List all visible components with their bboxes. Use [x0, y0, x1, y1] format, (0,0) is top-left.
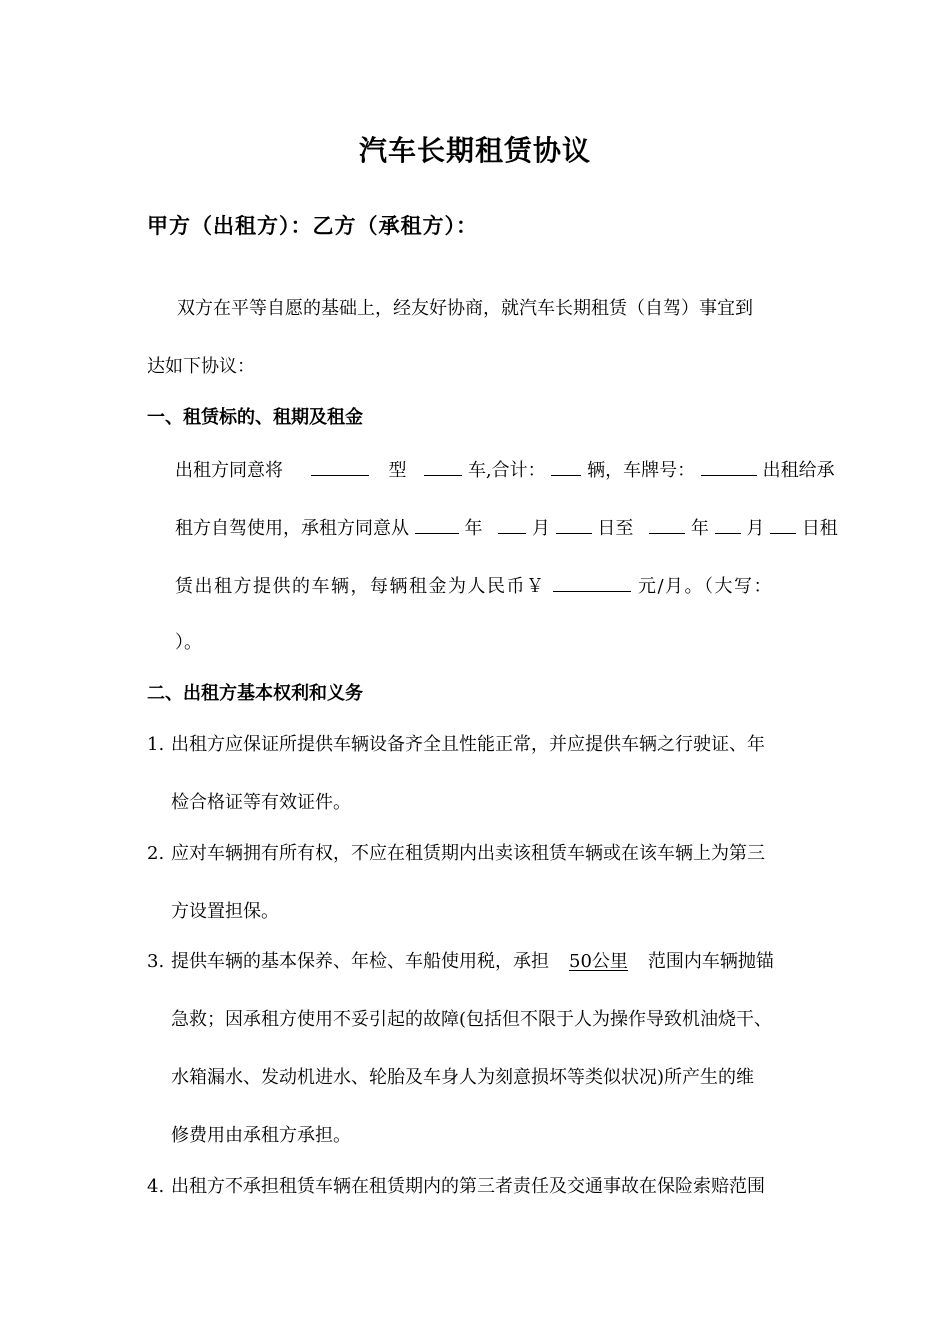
- item4-number: 4.: [147, 1176, 165, 1197]
- section1-line-3: [175, 573, 773, 599]
- item4-line-1: [147, 1175, 765, 1199]
- blank-car-model: [424, 457, 462, 476]
- blank-end-month: [715, 515, 741, 534]
- blank-start-year: [415, 515, 459, 534]
- item1-line-2: 检合格证等有效证件。: [171, 792, 351, 813]
- intro-line-1: 双方在平等自愿的基础上，经友好协商，就汽车长期租赁（自驾）事宜到: [177, 298, 753, 319]
- item3-number: 3.: [147, 951, 165, 972]
- blank-start-day: [556, 515, 592, 534]
- s1l2-text-e: 年: [690, 518, 709, 539]
- blank-car-type: [311, 457, 369, 476]
- item2-number: 2.: [147, 843, 165, 864]
- s1l2-text-a: 租方自驾使用，承租方同意从: [175, 518, 409, 539]
- item3-line-2: 急救；因承租方使用不妥引起的故障(包括但不限于人为操作导致机油烧干、: [171, 1009, 773, 1030]
- item2-text-1: 应对车辆拥有所有权，不应在租赁期内出卖该租赁车辆或在该车辆上为第三: [171, 843, 765, 864]
- s1l2-text-d: 日至: [597, 518, 634, 539]
- s1l2-text-g: 日租: [801, 518, 838, 539]
- s1l2-text-c: 月: [531, 518, 550, 539]
- blank-start-month: [498, 515, 526, 534]
- section1-line-1: [175, 457, 835, 483]
- item3-line-3: 水箱漏水、发动机进水、轮胎及车身人为刻意损坏等类似状况)所产生的维: [171, 1067, 755, 1088]
- item1-number: 1.: [147, 734, 165, 755]
- blank-count: [551, 457, 581, 476]
- s1l1-text-b: 型: [388, 460, 407, 481]
- item4-text-1: 出租方不承担租赁车辆在租赁期内的第三者责任及交通事故在保险索赔范围: [171, 1176, 765, 1197]
- section1-line-2: [175, 515, 838, 541]
- s1l1-text-e: 出租给承: [762, 460, 835, 481]
- section1-heading: 一、租赁标的、租期及租金: [147, 407, 363, 428]
- blank-end-year: [649, 515, 685, 534]
- blank-plate: [701, 457, 757, 476]
- section2-heading: 二、出租方基本权利和义务: [147, 683, 363, 704]
- s1l3-text-b: 元/月。（大写：: [637, 576, 774, 597]
- item1-text-1: 出租方应保证所提供车辆设备齐全且性能正常，并应提供车辆之行驶证、年: [171, 734, 765, 755]
- item2-line-2: 方设置担保。: [171, 901, 279, 922]
- s1l2-text-f: 月: [746, 518, 765, 539]
- item3-text-1b: 范围内车辆抛锚: [647, 951, 774, 972]
- s1l1-text-c: 车,合计：: [467, 460, 546, 481]
- item1-line-1: [147, 733, 765, 757]
- s1l3-text-a: 赁出租方提供的车辆，每辆租金为人民币￥: [175, 576, 546, 597]
- section1-line-4: ）。: [175, 632, 202, 653]
- s1l1-text-a: 出租方同意将: [175, 460, 283, 481]
- s1l2-text-b: 年: [464, 518, 483, 539]
- item3-line-1: [147, 950, 774, 974]
- s1l1-text-d: 辆，车牌号：: [587, 460, 696, 481]
- blank-end-day: [770, 515, 796, 534]
- intro-line-2: 达如下协议：: [147, 356, 255, 377]
- document-title: 汽车长期租赁协议: [358, 134, 591, 167]
- item3-text-1a: 提供车辆的基本保养、年检、车船使用税，承担: [171, 951, 549, 972]
- item3-line-4: 修费用由承租方承担。: [171, 1125, 351, 1146]
- item3-distance: 50公里: [569, 951, 628, 972]
- parties-line: 甲方（出租方）：乙方（承租方）：: [147, 213, 478, 238]
- item2-line-1: [147, 842, 765, 866]
- blank-rent-amount: [553, 573, 631, 592]
